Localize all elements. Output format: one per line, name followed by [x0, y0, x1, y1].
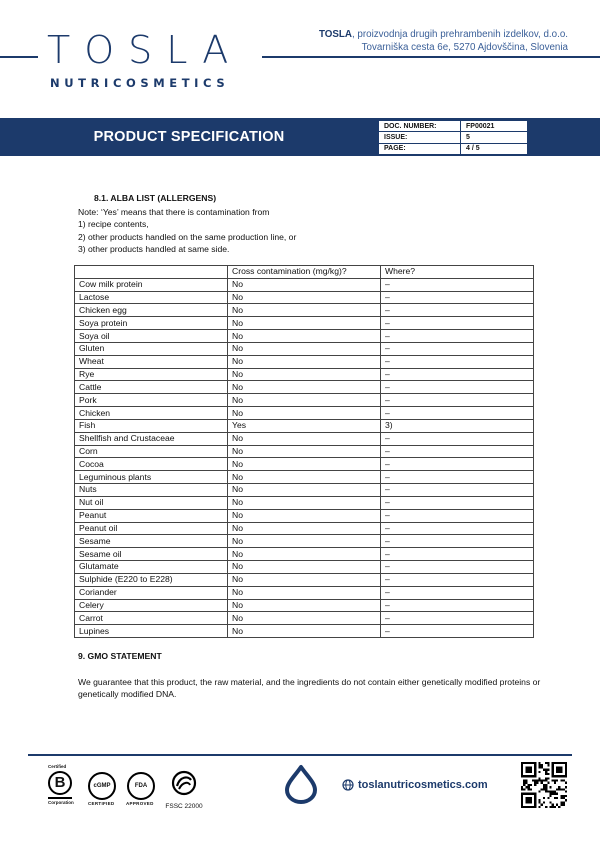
- contamination-value: No: [228, 522, 381, 535]
- table-row: [75, 407, 534, 420]
- page-label: PAGE:: [379, 143, 461, 154]
- drop-logo-icon: [283, 764, 319, 804]
- website-link[interactable]: [342, 779, 488, 791]
- allergen-name: Sulphide (E220 to E228): [75, 573, 228, 586]
- issue-label: ISSUE:: [379, 132, 461, 143]
- contamination-value: No: [228, 471, 381, 484]
- allergen-name: Corn: [75, 445, 228, 458]
- table-row: [75, 445, 534, 458]
- contamination-value: No: [228, 509, 381, 522]
- alba-heading: 8.1. ALBA LIST (ALLERGENS): [94, 193, 217, 203]
- contamination-value: No: [228, 330, 381, 343]
- allergen-name: Sesame: [75, 535, 228, 548]
- table-row: [75, 573, 534, 586]
- gmo-statement-text: We guarantee that this product, the raw material, and the ingredients do not contain either genetically modified proteins or genetically modified DNA.: [78, 677, 541, 700]
- allergen-name: Carrot: [75, 612, 228, 625]
- allergen-name: Gluten: [75, 342, 228, 355]
- contamination-value: No: [228, 561, 381, 574]
- page-value: 4 / 5: [461, 143, 528, 154]
- contamination-value: No: [228, 599, 381, 612]
- company-address: Tovarniška cesta 6e, 5270 Ajdovščina, Slovenia: [361, 41, 568, 53]
- table-row: [75, 548, 534, 561]
- table-row: [75, 432, 534, 445]
- contamination-value: No: [228, 625, 381, 638]
- allergen-name: Lupines: [75, 625, 228, 638]
- table-row: [75, 509, 534, 522]
- where-value: –: [381, 484, 534, 497]
- where-value: –: [381, 407, 534, 420]
- company-info: [319, 29, 568, 54]
- bcorp-badge: [48, 764, 76, 805]
- bcorp-underline: [48, 797, 72, 799]
- contamination-value: No: [228, 304, 381, 317]
- allergen-name: Leguminous plants: [75, 471, 228, 484]
- where-value: –: [381, 317, 534, 330]
- table-row: [75, 394, 534, 407]
- fda-badge: FDA: [127, 772, 155, 800]
- contamination-value: No: [228, 342, 381, 355]
- allergen-name: Soya oil: [75, 330, 228, 343]
- allergen-name: Nuts: [75, 484, 228, 497]
- company-description: , proizvodnja drugih prehrambenih izdelkov, d.o.o.: [351, 29, 568, 40]
- allergen-name: Coriander: [75, 586, 228, 599]
- contamination-value: No: [228, 586, 381, 599]
- qr-code-icon[interactable]: [521, 762, 567, 808]
- where-value: –: [381, 471, 534, 484]
- where-value: –: [381, 535, 534, 548]
- doc-info-table: [378, 120, 528, 155]
- footer-rule: [28, 754, 572, 756]
- column-header-contamination: Cross contamination (mg/kg)?: [228, 266, 381, 279]
- where-value: –: [381, 342, 534, 355]
- table-row: [75, 561, 534, 574]
- bcorp-bottom-text: Corporation: [48, 799, 74, 805]
- note-line: 3) other products handled at same side.: [78, 244, 230, 255]
- note-line: Note: ‘Yes’ means that there is contamination from: [78, 207, 270, 217]
- allergen-name: Cow milk protein: [75, 278, 228, 291]
- where-value: –: [381, 278, 534, 291]
- where-value: –: [381, 291, 534, 304]
- issue-row: [379, 132, 528, 143]
- allergen-name: Cattle: [75, 381, 228, 394]
- table-row: [75, 586, 534, 599]
- allergen-name: Soya protein: [75, 317, 228, 330]
- fssc-swirl-icon: [171, 770, 197, 796]
- table-row: [75, 304, 534, 317]
- table-row: [75, 625, 534, 638]
- where-value: –: [381, 612, 534, 625]
- where-value: –: [381, 573, 534, 586]
- contamination-value: No: [228, 496, 381, 509]
- contamination-value: No: [228, 291, 381, 304]
- contamination-value: No: [228, 535, 381, 548]
- bcorp-top-text: Certified: [48, 764, 67, 769]
- allergen-name: Wheat: [75, 355, 228, 368]
- where-value: –: [381, 522, 534, 535]
- where-value: –: [381, 304, 534, 317]
- table-row: [75, 522, 534, 535]
- where-value: –: [381, 445, 534, 458]
- logo-word: TOSLA: [47, 28, 243, 72]
- doc-number-row: [379, 121, 528, 132]
- contamination-value: No: [228, 612, 381, 625]
- doc-number-label: DOC. NUMBER:: [379, 121, 461, 132]
- where-value: –: [381, 432, 534, 445]
- contamination-value: No: [228, 278, 381, 291]
- bcorp-letter: B: [48, 771, 72, 795]
- where-value: –: [381, 586, 534, 599]
- column-header-allergen: [75, 266, 228, 279]
- page-row: [379, 143, 528, 154]
- fssc-caption: FSSC 22000: [165, 803, 203, 810]
- note-line: 1) recipe contents,: [78, 219, 149, 230]
- allergen-name: Peanut oil: [75, 522, 228, 535]
- where-value: –: [381, 509, 534, 522]
- where-value: 3): [381, 419, 534, 432]
- where-value: –: [381, 355, 534, 368]
- where-value: –: [381, 548, 534, 561]
- allergen-name: Rye: [75, 368, 228, 381]
- note-line: 2) other products handled on the same production line, or: [78, 231, 297, 242]
- contamination-value: No: [228, 484, 381, 497]
- website-url: toslanutricosmetics.com: [358, 779, 488, 791]
- where-value: –: [381, 599, 534, 612]
- contamination-value: No: [228, 317, 381, 330]
- table-row: [75, 342, 534, 355]
- logo-subtitle: NUTRICOSMETICS: [50, 76, 230, 90]
- allergen-table: [74, 265, 534, 638]
- cgmp-badge: cGMP: [88, 772, 116, 800]
- where-value: –: [381, 381, 534, 394]
- doc-number-value: FP00021: [461, 121, 528, 132]
- table-row: [75, 291, 534, 304]
- allergen-name: Chicken: [75, 407, 228, 420]
- where-value: –: [381, 330, 534, 343]
- where-value: –: [381, 368, 534, 381]
- where-value: –: [381, 496, 534, 509]
- contamination-value: No: [228, 368, 381, 381]
- contamination-value: No: [228, 407, 381, 420]
- table-row: [75, 496, 534, 509]
- globe-icon: [342, 779, 354, 791]
- allergen-name: Fish: [75, 419, 228, 432]
- gmo-heading: 9. GMO STATEMENT: [78, 651, 162, 661]
- contamination-value: No: [228, 432, 381, 445]
- contamination-value: No: [228, 394, 381, 407]
- table-row: [75, 330, 534, 343]
- where-value: –: [381, 561, 534, 574]
- where-value: –: [381, 625, 534, 638]
- header-rule-right: [262, 56, 600, 58]
- table-row: [75, 278, 534, 291]
- fssc-badge: [164, 770, 204, 810]
- allergen-name: Nut oil: [75, 496, 228, 509]
- allergen-name: Celery: [75, 599, 228, 612]
- table-row: [75, 471, 534, 484]
- contamination-value: Yes: [228, 419, 381, 432]
- column-header-where: Where?: [381, 266, 534, 279]
- allergen-name: Sesame oil: [75, 548, 228, 561]
- company-name: TOSLA: [318, 29, 352, 40]
- table-row: [75, 317, 534, 330]
- where-value: –: [381, 394, 534, 407]
- contamination-value: No: [228, 573, 381, 586]
- header-rule-left: [0, 56, 38, 58]
- contamination-value: No: [228, 381, 381, 394]
- contamination-value: No: [228, 548, 381, 561]
- allergen-name: Shellfish and Crustaceae: [75, 432, 228, 445]
- allergen-name: Lactose: [75, 291, 228, 304]
- table-row: [75, 381, 534, 394]
- contamination-value: No: [228, 445, 381, 458]
- allergen-name: Peanut: [75, 509, 228, 522]
- contamination-value: No: [228, 458, 381, 471]
- table-row: [75, 484, 534, 497]
- allergen-header-row: [75, 266, 534, 279]
- table-row: [75, 355, 534, 368]
- tosla-logo: [47, 30, 257, 90]
- allergen-name: Chicken egg: [75, 304, 228, 317]
- table-row: [75, 368, 534, 381]
- fda-caption: APPROVED: [126, 801, 154, 806]
- table-row: [75, 612, 534, 625]
- alba-note: [78, 206, 296, 256]
- allergen-table-body: [75, 278, 534, 637]
- allergen-name: Glutamate: [75, 561, 228, 574]
- table-row: [75, 599, 534, 612]
- page-title: PRODUCT SPECIFICATION: [93, 129, 285, 145]
- issue-value: 5: [461, 132, 528, 143]
- allergen-name: Cocoa: [75, 458, 228, 471]
- table-row: [75, 535, 534, 548]
- cgmp-caption: CERTIFIED: [88, 801, 115, 806]
- table-row: [75, 419, 534, 432]
- contamination-value: No: [228, 355, 381, 368]
- where-value: –: [381, 458, 534, 471]
- table-row: [75, 458, 534, 471]
- allergen-name: Pork: [75, 394, 228, 407]
